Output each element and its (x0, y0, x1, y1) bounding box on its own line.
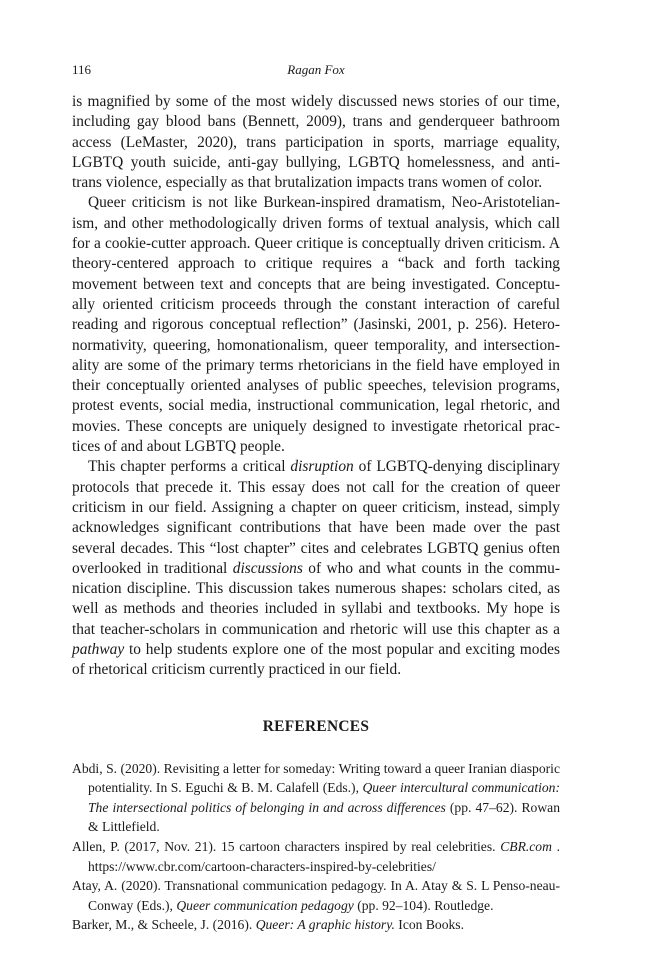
reference-title: Queer intercultural communication: The intersectional politics of belonging in and across differences (88, 780, 561, 815)
running-head (72, 62, 560, 86)
reference-text: Atay, A. (2020). Transnational communication pedagogy. In A. Atay & S. L Penso-neau-Conway (Eds.), (72, 878, 560, 913)
reference-title: Queer communication pedagogy (176, 897, 354, 913)
reference-entry (72, 876, 560, 915)
reference-text: Abdi, S. (2020). Revisiting a letter for someday: Writing toward a queer Iranian diasporic potentiality. In S. Eguchi & B. M. Calafell (Eds.), (72, 760, 560, 796)
body-text (72, 92, 560, 681)
emphasis-disruption: disruption (290, 458, 354, 476)
reference-text: (pp. 47–62). Rowan & Littlefield. (88, 799, 561, 835)
paragraph-text: Queer criticism is not like Burkean-inspired dramatism, Neo-Aristotelian-ism, and other methodologically driven forms of textual analysis, which call for a cookie-cutter approach. Queer critique is conceptually driven criticism. A theory-centered approach to critique requires a “back and forth tacking movement between text and concepts that are being investigated. Conceptu-ally oriented criticism proceeds through the constant interaction of careful reading and rigorous conceptual reflection” (Jasinski, 2001, p. 256). Hetero-normativity, queering, homonationalism, queer temporality, and intersection-ality are some of the primary terms rhetoricians in the field have employed in their conceptually oriented analyses of public speeches, television programs, protest events, social media, instructional communication, legal rhetoric, and movies. These concepts are uniquely designed to investigate rhetorical prac-tices of and about LGBTQ people. (72, 194, 560, 456)
emphasis-discussions: discussions (232, 559, 303, 577)
paragraph-queer-criticism (72, 193, 560, 457)
paragraph-text: is magnified by some of the most widely discussed news stories of our time, including gay blood bans (Bennett, 2009), trans and genderqueer bathroom access (LeMaster, 2020), trans participation in sports, marriage equality, LGBTQ youth suicide, anti-gay bullying, LGBTQ homelessness, and anti-trans violence, especially as that brutalization impacts trans women of color. (72, 93, 560, 192)
reference-text: (pp. 92–104). Routledge. (353, 897, 494, 913)
paragraph-text: to help students explore one of the most popular and exciting modes of rhetorical criticism currently practiced in our field. (72, 641, 560, 679)
page-number: 116 (72, 62, 92, 77)
running-title: Ragan Fox (287, 62, 345, 77)
paragraph-text: of who and what counts in the commu-nication discipline. This discussion takes numerous shapes: scholars cited, as well as methods and theories included in syllabi and textbooks. My hope is that teacher-scholars in communication and rhetoric will use this chapter as a (72, 559, 560, 638)
emphasis-pathway: pathway (72, 641, 125, 659)
references-heading: REFERENCES (262, 717, 370, 735)
references-list (72, 759, 560, 935)
reference-title: Queer: A graphic history. (255, 917, 395, 933)
document-page (72, 62, 560, 935)
paragraph-text: of LGBTQ-denying disciplinary protocols that precede it. This essay does not call for the creation of queer criticism in our field. Assigning a chapter on queer criticism, instead, simply acknowledges significant contributions that have been made over the past several decades. This “lost chapter” cites and celebrates LGBTQ genius often overlooked in traditional (72, 458, 560, 577)
paragraph-chapter-disruption (72, 457, 560, 680)
reference-entry (72, 915, 560, 935)
reference-text: Icon Books. (394, 917, 464, 933)
reference-text: Allen, P. (2017, Nov. 21). 15 cartoon characters inspired by real celebrities. (72, 838, 501, 854)
paragraph-text: This chapter performs a critical (88, 458, 291, 476)
reference-entry (72, 837, 560, 876)
paragraph-continuation (72, 92, 560, 193)
reference-title: CBR.com (500, 838, 552, 854)
reference-text: Barker, M., & Scheele, J. (2016). (72, 917, 256, 933)
reference-entry (72, 759, 560, 837)
reference-url: . https://www.cbr.com/cartoon-characters-inspired-by-celebrities/ (88, 838, 561, 874)
